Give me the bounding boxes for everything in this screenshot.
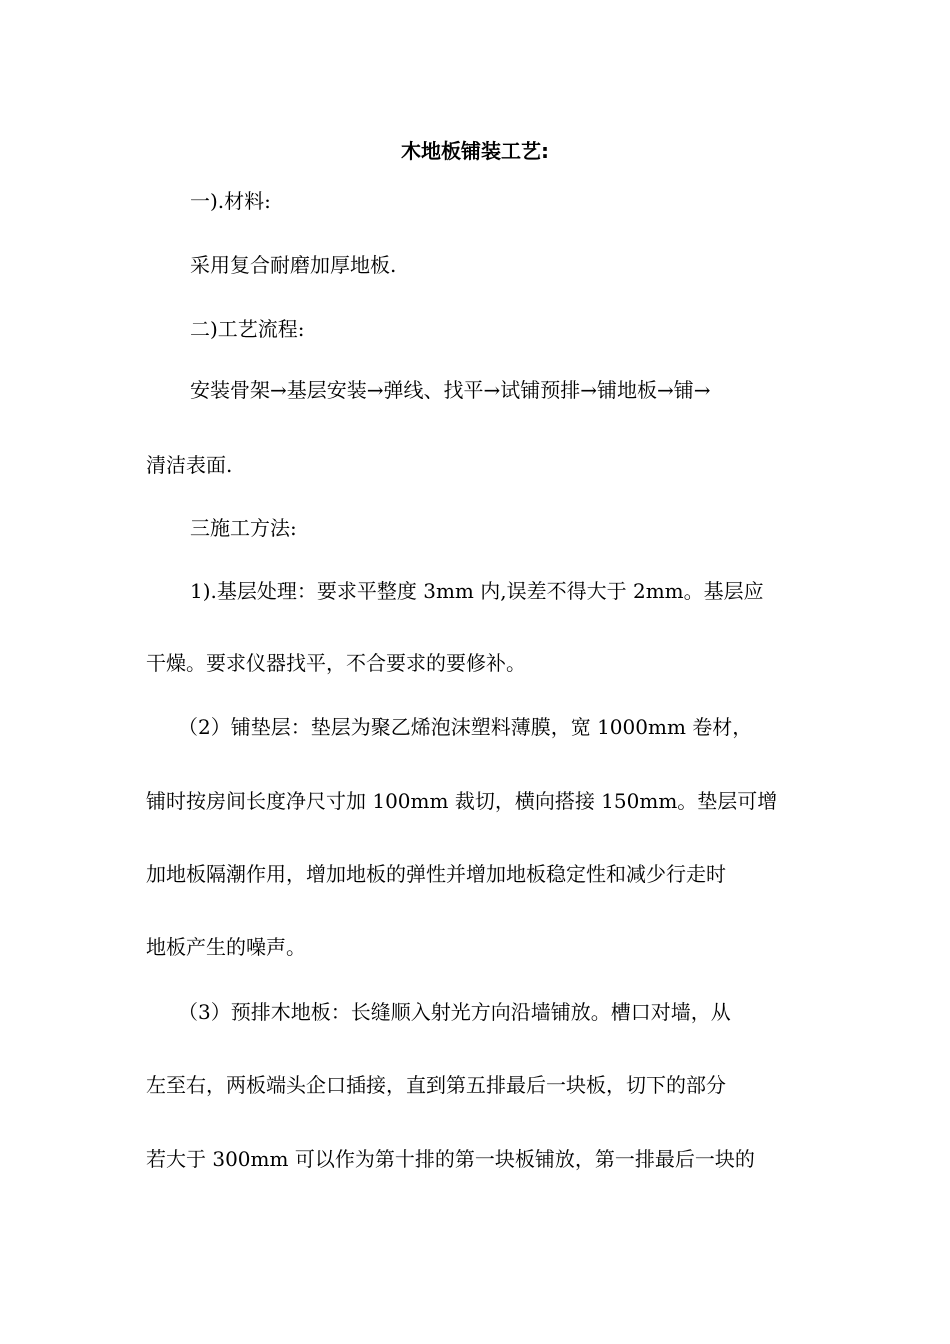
section-heading-process: 二)工艺流程: <box>190 317 305 341</box>
document-title: 木地板铺装工艺: <box>401 139 549 163</box>
paragraph-materials: 采用复合耐磨加厚地板. <box>190 253 397 277</box>
paragraph-process-line: 安装骨架→基层安装→弹线、找平→试铺预排→铺地板→铺→ <box>190 378 711 402</box>
section-heading-materials: 一).材料: <box>190 189 271 213</box>
paragraph-prearrange-line: 若大于 300mm 可以作为第十排的第一块板铺放，第一排最后一块的 <box>146 1147 755 1171</box>
paragraph-base-line: 干燥。要求仪器找平，不合要求的要修补。 <box>146 651 526 675</box>
paragraph-underlay-line: （2）铺垫层：垫层为聚乙烯泡沫塑料薄膜，宽 1000mm 卷材， <box>178 715 753 739</box>
paragraph-underlay-line: 地板产生的噪声。 <box>146 935 306 959</box>
section-heading-method: 三施工方法: <box>190 516 297 540</box>
paragraph-prearrange-line: 左至右，两板端头企口插接，直到第五排最后一块板，切下的部分 <box>146 1073 726 1097</box>
paragraph-base-line: 1).基层处理：要求平整度 3mm 内,误差不得大于 2mm。基层应 <box>190 579 764 603</box>
paragraph-prearrange-line: （3）预排木地板：长缝顺入射光方向沿墙铺放。槽口对墙，从 <box>178 1000 731 1024</box>
paragraph-process-line: 清洁表面. <box>146 453 233 477</box>
paragraph-underlay-line: 加地板隔潮作用，增加地板的弹性并增加地板稳定性和减少行走时 <box>146 862 726 886</box>
paragraph-underlay-line: 铺时按房间长度净尺寸加 100mm 裁切，横向搭接 150mm。垫层可增 <box>146 789 778 813</box>
